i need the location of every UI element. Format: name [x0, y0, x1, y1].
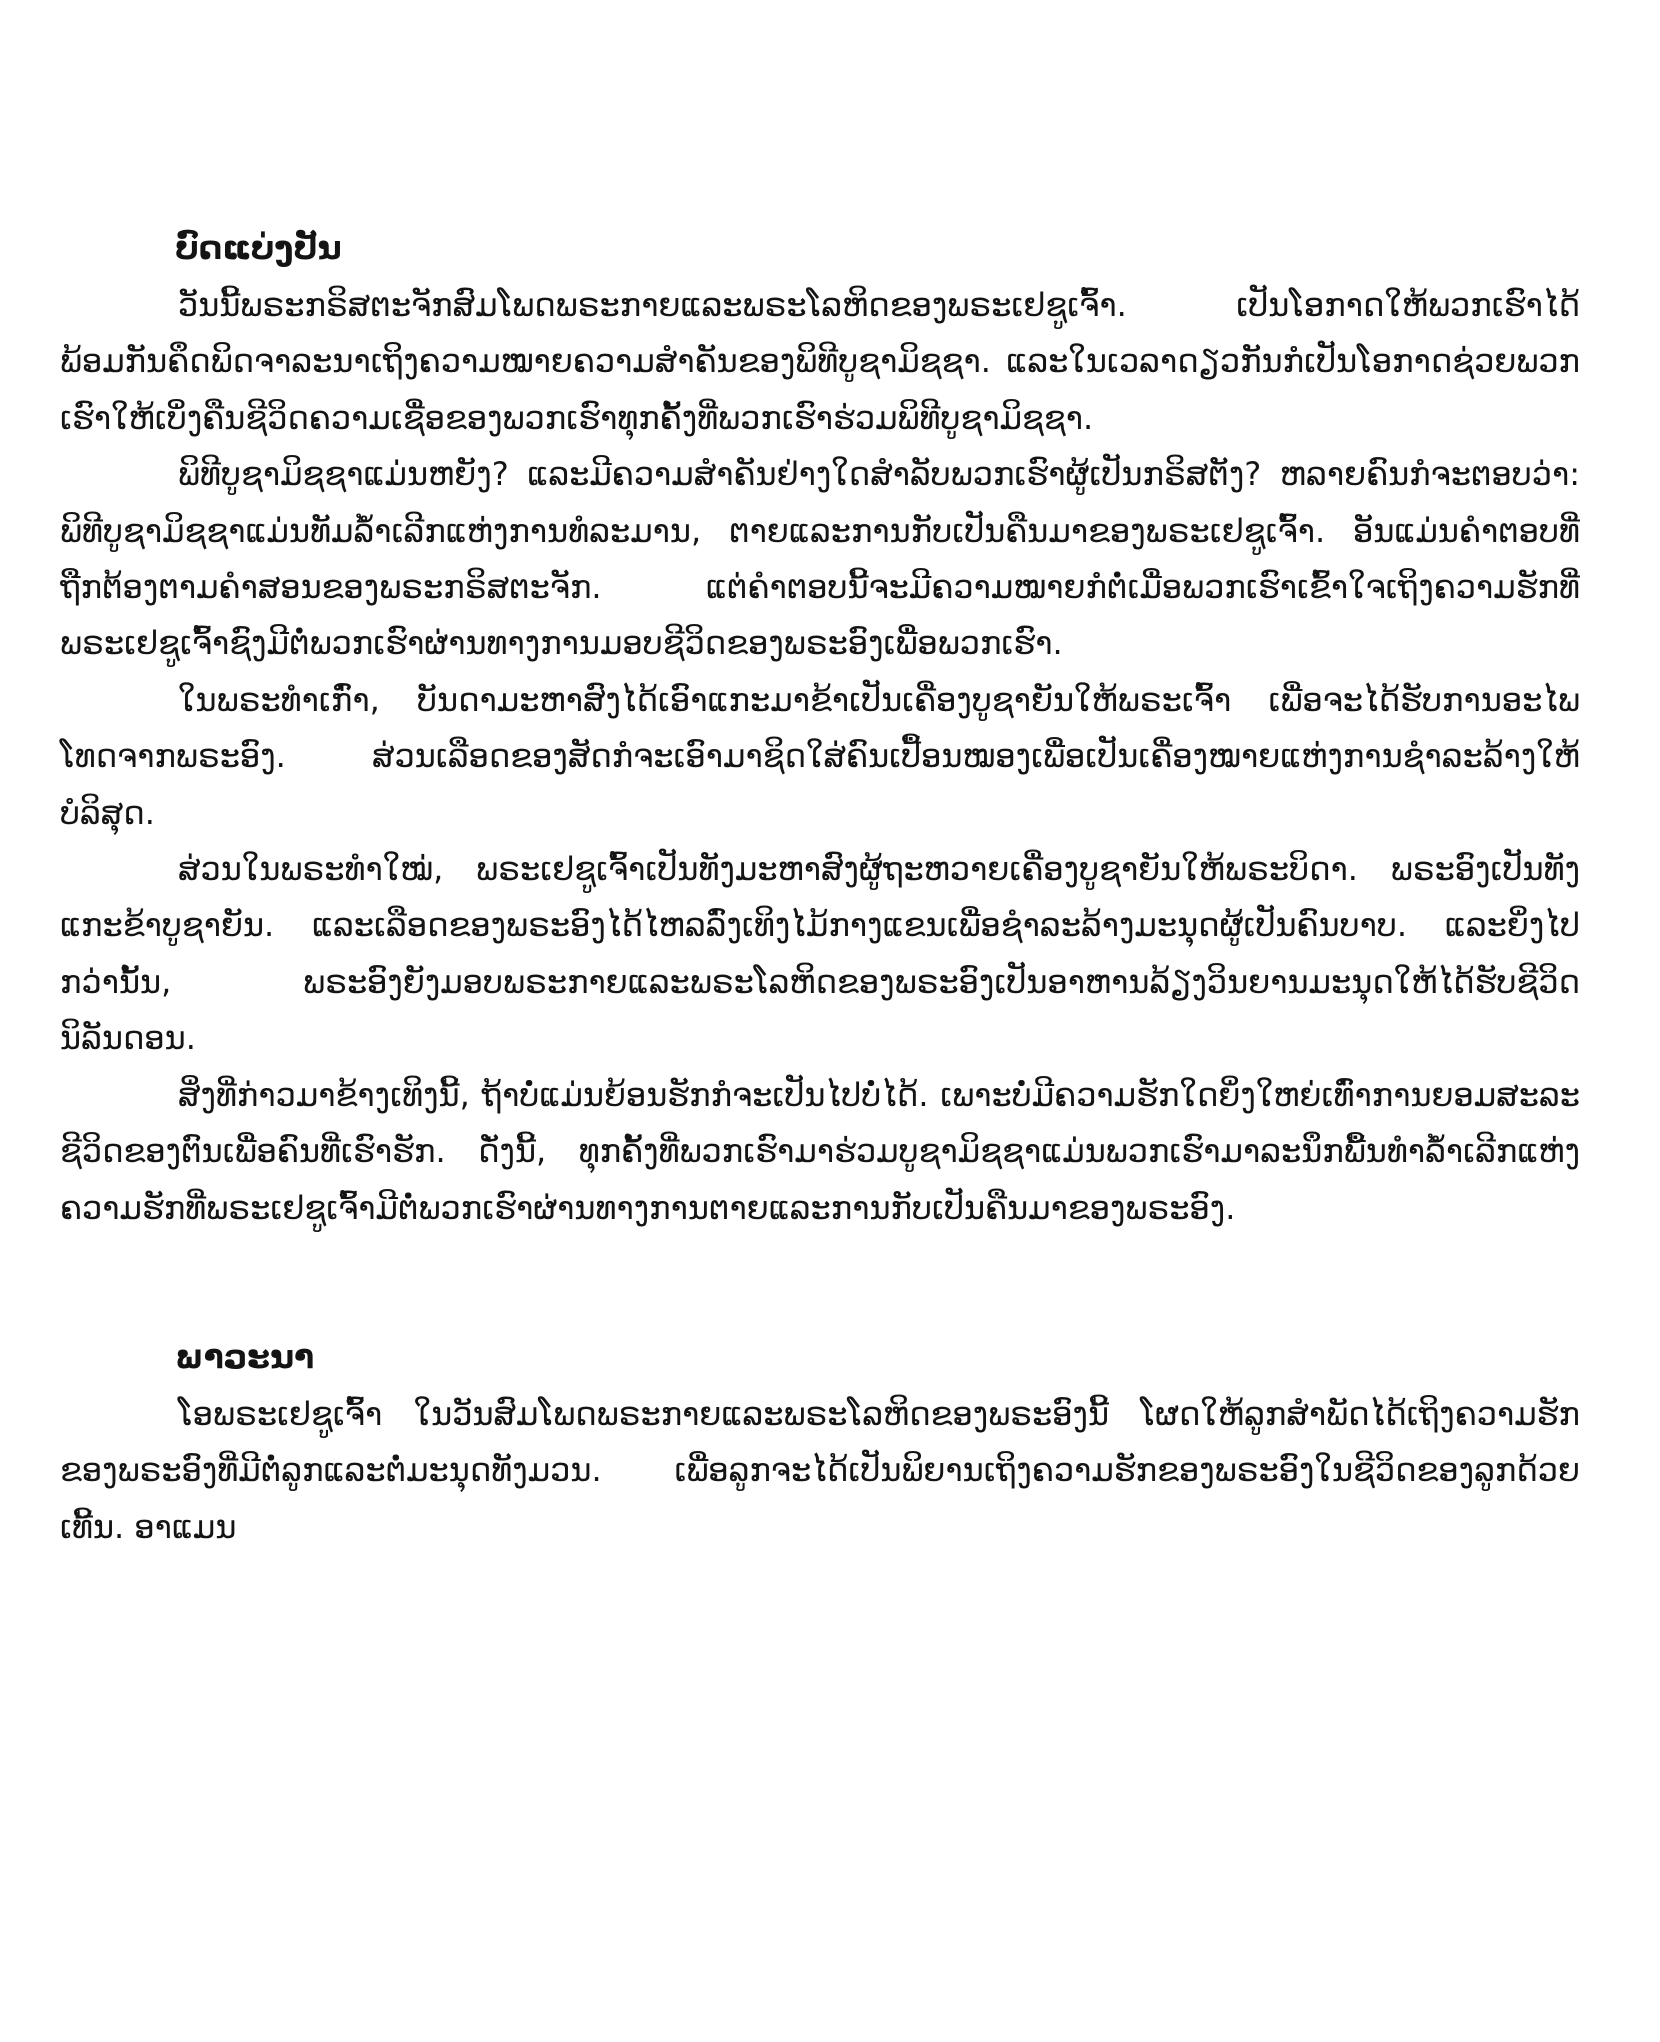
reflection-paragraph-4: ສ່ວນໃນພຣະທຳໃໝ່, ພຣະເຢຊູເຈົ້າເປັນທັງມະຫາສົງຜູ້ຖະຫວາຍເຄື່ອງບູຊາຍັນໃຫ້ພຣະບິດາ. ພຣະອົງເປັນທັງແກະຂ້າບູຊາຍັນ. ແລະເລືອດຂອງພຣະອົງໄດ້ໄຫລລົ່ງເທິງໄມ້ກາງແຂນເພື່ອຊຳລະລ້າງມະນຸດຜູ້ເປັນຄົນບາບ. ແລະຍິ່ງໄປກວ່ານັ້ນ, ພຣະອົງຍັງມອບພຣະກາຍແລະພຣະໂລຫິດຂອງພຣະອົງເປັນອາຫານລ້ຽງວິນຍານມະນຸດໃຫ້ໄດ້ຮັບຊີວິດນິລັນດອນ.	[60, 850, 1580, 1058]
reflection-paragraph-3: ໃນພຣະທຳເກົ່າ, ບັນດາມະຫາສົງໄດ້ເອົາແກະມາຂ້າເປັນເຄື່ອງບູຊາຍັນໃຫ້ພຣະເຈົ້າ ເພື່ອຈະໄດ້ຮັບການອະໄພໂທດຈາກພຣະອົງ. ສ່ວນເລືອດຂອງສັດກໍຈະເອົາມາຊິດໃສ່ຄົນເປື້ອນໝອງເພື່ອເປັນເຄື່ອງໝາຍແຫ່ງການຊຳລະລ້າງໃຫ້ບໍລິສຸດ.	[60, 680, 1580, 832]
section-title-prayer: ພາວະນາ	[175, 1336, 315, 1376]
prayer-paragraph: ໂອພຣະເຢຊູເຈົ້າ ໃນວັນສົມໂພດພຣະກາຍແລະພຣະໂລຫິດຂອງພຣະອົງນີ້ ໂຜດໃຫ້ລູກສຳພັດໄດ້ເຖິງຄວາມຮັກຂອງພຣະອົງທີ່ມີຕໍ່ລູກແລະຕໍ່ມະນຸດທັງມວນ. ເພື່ອລູກຈະໄດ້ເປັນພິຍານເຖິງຄວາມຮັກຂອງພຣະອົງໃນຊີວິດຂອງລູກດ້ວຍເທີ້ນ. ອາແມນ	[60, 1394, 1580, 1546]
reflection-paragraph-5: ສິ່ງທີ່ກ່າວມາຂ້າງເທິງນີ້, ຖ້າບໍ່ແມ່ນຍ້ອນຮັກກໍຈະເປັນໄປບໍ່ໄດ້. ເພາະບໍ່ມີຄວາມຮັກໃດຍິ່ງໃຫຍ່ເທົ່າການຍອມສະລະຊີວິດຂອງຕົນເພື່ອຄົນທີ່ເຮົາຮັກ. ດັ່ງນີ້, ທຸກຄັ້ງທີ່ພວກເຮົາມາຮ່ວມບູຊາມິຊຊາແມ່ນພວກເຮົາມາລະນຶກພື້ນທຳລ້ຳເລີກແຫ່ງຄວາມຮັກທີ່ພຣະເຢຊູເຈົ້າມີຕໍ່ພວກເຮົາຜ່ານທາງການຕາຍແລະການກັບເປັນຄືນມາຂອງພຣະອົງ.	[60, 1075, 1580, 1227]
prayer-section	[60, 1334, 1580, 1555]
section-title-reflection: ບົດແບ່ງປັນ	[175, 228, 342, 267]
document-page	[60, 225, 1580, 1555]
reflection-paragraph-2: ພິທີບູຊາມິຊຊາແມ່ນຫຍັງ? ແລະມີຄວາມສຳຄັນຢ່າງໃດສຳລັບພວກເຮົາຜູ້ເປັນກຣິສຕັງ? ຫລາຍຄົນກໍຈະຕອບວ່າ: ພິທີບູຊາມິຊຊາແມ່ນທັມລ້ຳເລີກແຫ່ງການທໍລະມານ, ຕາຍແລະການກັບເປັນຄືນມາຂອງພຣະເຢຊູເຈົ້າ. ອັນແມ່ນຄຳຕອບທີ່ຖືກຕ້ອງຕາມຄຳສອນຂອງພຣະກຣິສຕະຈັກ. ແຕ່ຄຳຕອບນີ້ຈະມີຄວາມໝາຍກໍຕໍ່ເມື່ອພວກເຮົາເຂົ້າໃຈເຖິງຄວາມຮັກທີ່ພຣະເຢຊູເຈົ້າຊົງມີຕໍ່ພວກເຮົາຜ່ານທາງການມອບຊີວິດຂອງພຣະອົງເພື່ອພວກເຮົາ.	[60, 455, 1580, 663]
reflection-section	[60, 225, 1580, 1236]
reflection-paragraph-1: ວັນນີ້ພຣະກຣິສຕະຈັກສົມໂພດພຣະກາຍແລະພຣະໂລຫິດຂອງພຣະເຢຊູເຈົ້າ. ເປັນໂອກາດໃຫ້ພວກເຮົາໄດ້ພ້ອມກັນຄຶດພິດຈາລະນາເຖິງຄວາມໝາຍຄວາມສຳຄັນຂອງພິທີບູຊາມິຊຊາ. ແລະໃນເວລາດຽວກັນກໍເປັນໂອກາດຊ່ວຍພວກເຮົາໃຫ້ເບິ່ງຄືນຊີວິດຄວາມເຊື່ອຂອງພວກເຮົາທຸກຄັ້ງທີ່ພວກເຮົາຮ່ວມພິທີບູຊາມິຊຊາ.	[60, 286, 1580, 437]
